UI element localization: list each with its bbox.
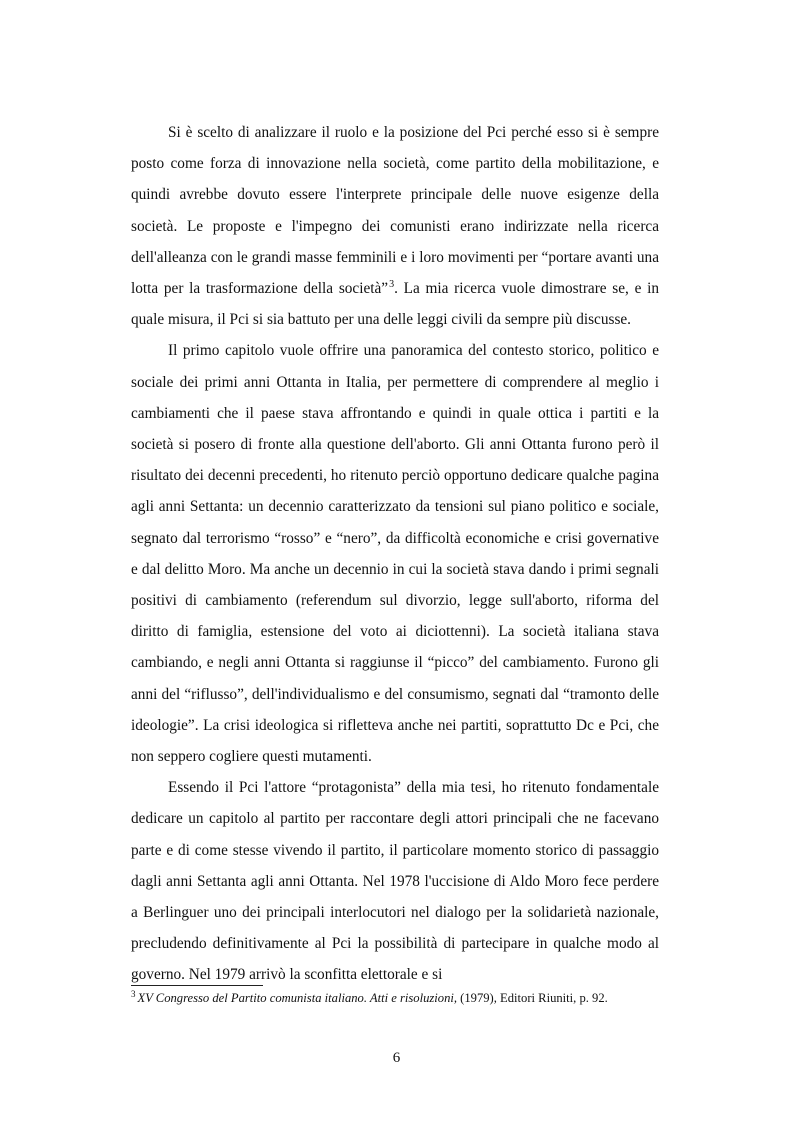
- paragraph-2: Il primo capitolo vuole offrire una panoramica del contesto storico, politico e sociale dei primi anni Ottanta in Italia, per permettere di comprendere al meglio i cambiamenti che il paese stava affrontando e quindi in quale ottica i partiti e la società si posero di fronte alla questione dell'aborto. Gli anni Ottanta furono però il risultato dei decenni precedenti, ho ritenuto perciò opportuno dedicare qualche pagina agli anni Settanta: un decennio caratterizzato da tensioni sul piano politico e sociale, segnato dal terrorismo “rosso” e “nero”, da difficoltà economiche e crisi governative e dal delitto Moro. Ma anche un decennio in cui la società stava dando i primi segnali positivi di cambiamento (referendum sul divorzio, legge sull'aborto, riforma del diritto di famiglia, estensione del voto ai diciottenni). La società italiana stava cambiando, e negli anni Ottanta si raggiunse il “picco” del cambiamento. Furono gli anni del “riflusso”, dell'individualismo e del consumismo, segnati dal “tramonto delle ideologie”. La crisi ideologica si rifletteva anche nei partiti, soprattutto Dc e Pci, che non seppero cogliere questi mutamenti.: [131, 342, 659, 766]
- footnote: [131, 990, 671, 1007]
- footnote-reference[interactable]: 3: [389, 279, 395, 291]
- paragraph-3: Essendo il Pci l'attore “protagonista” della mia tesi, ho ritenuto fondamentale dedicare un capitolo al partito per raccontare degli attori principali che ne facevano parte e di come stesse vivendo il partito, il particolare momento storico di passaggio dagli anni Settanta agli anni Ottanta. Nel 1978 l'uccisione di Aldo Moro fece perdere a Berlinguer uno dei principali interlocutori nel dialogo per la solidarietà nazionale, precludendo definitivamente al Pci la possibilità di partecipare in qualche modo al governo. Nel 1979 arrivò la sconfitta elettorale e si: [131, 779, 659, 984]
- body-text: [131, 117, 659, 991]
- paragraph-1-text-continued: . La mia ricerca vuole dimostrare se, e in quale misura, il Pci si sia battuto per una delle leggi civili da sempre più discusse.: [131, 280, 659, 329]
- paragraph-1-text: Si è scelto di analizzare il ruolo e la posizione del Pci perché esso si è sempre posto come forza di innovazione nella società, come partito della mobilitazione, e quindi avrebbe dovuto essere l'interprete principale delle nuove esigenze della società. Le proposte e l'impegno dei comunisti erano indirizzate nella ricerca dell'alleanza con le grandi masse femminili e i loro movimenti per “portare avanti una lotta per la trasformazione della società”: [131, 124, 659, 298]
- page-number: 6: [392, 1050, 401, 1066]
- paragraph-1: [131, 117, 659, 335]
- footnote-number: 3: [131, 989, 136, 999]
- footnote-citation: (1979), Editori Riuniti, p. 92.: [457, 991, 608, 1005]
- footnote-title: XV Congresso del Partito comunista italiano. Atti e risoluzioni,: [137, 991, 458, 1005]
- footnote-separator: [131, 985, 263, 986]
